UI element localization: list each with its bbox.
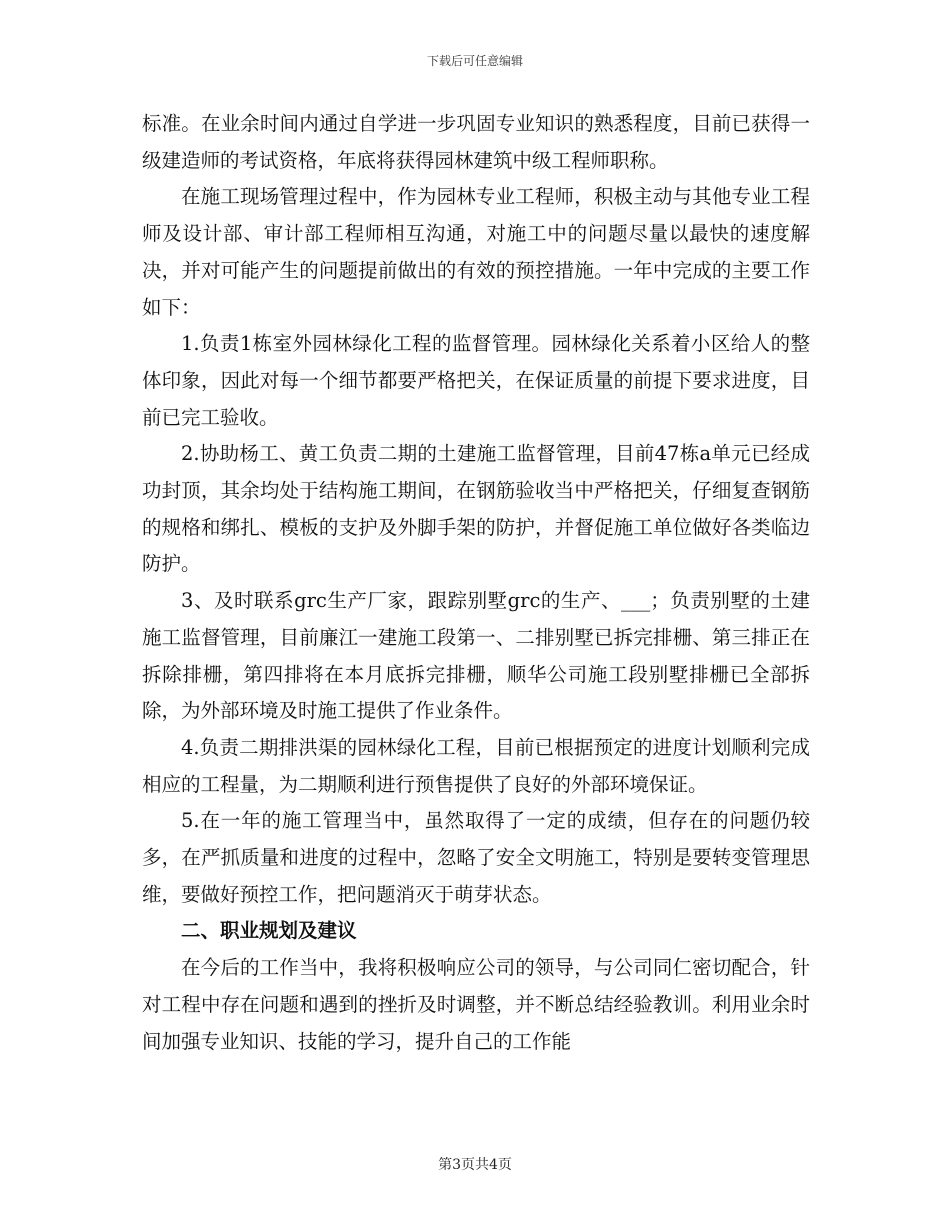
paragraph-item-3: 3、及时联系grc生产厂家，跟踪别墅grc的生产、___；负责别墅的土建施工监督管理，目前廉江一建施工段第一、二排别墅已拆完排栅、第三排正在拆除排栅，第四排将在本月底拆完排栅，顺华公司施工段别墅排栅已全部拆除，为外部环境及时施工提供了作业条件。 [142,589,810,723]
paragraph-item-1: 1.负责1栋室外园林绿化工程的监督管理。园林绿化关系着小区给人的整体印象，因此对每一个细节都要严格把关，在保证质量的前提下要求进度，目前已完工验收。 [142,332,810,429]
document-body [142,106,810,1060]
paragraph-item-5: 5.在一年的施工管理当中，虽然取得了一定的成绩，但存在的问题仍较多，在严抓质量和进度的过程中，忽略了安全文明施工，特别是要转变管理思维，要做好预控工作，把问题消灭于萌芽状态。 [142,809,810,906]
paragraph-item-2: 2.协助杨工、黄工负责二期的土建施工监督管理，目前47栋a单元已经成功封顶，其余均处于结构施工期间，在钢筋验收当中严格把关，仔细复查钢筋的规格和绑扎、模板的支护及外脚手架的防护，并督促施工单位做好各类临边防护。 [142,442,810,576]
paragraph-continuation: 标准。在业余时间内通过自学进一步巩固专业知识的熟悉程度，目前已获得一级建造师的考试资格，年底将获得园林建筑中级工程师职称。 [142,112,810,172]
paragraph-site-management: 在施工现场管理过程中，作为园林专业工程师，积极主动与其他专业工程师及设计部、审计部工程师相互沟通，对施工中的问题尽量以最快的速度解决，并对可能产生的问题提前做出的有效的预控措施。一年中完成的主要工作如下： [142,185,810,319]
paragraph-closing: 在今后的工作当中，我将积极响应公司的领导，与公司同仁密切配合，针对工程中存在问题和遇到的挫折及时调整，并不断总结经验教训。利用业余时间加强专业知识、技能的学习，提升自己的工作能 [142,956,810,1053]
page-header: 下载后可任意编辑 [426,54,523,68]
section-heading: 二、职业规划及建议 [181,919,357,943]
page-footer: 第3页共4页 [438,1157,512,1173]
paragraph-item-4: 4.负责二期排洪渠的园林绿化工程，目前已根据预定的进度计划顺利完成相应的工程量，为二期顺利进行预售提供了良好的外部环境保证。 [142,735,810,796]
